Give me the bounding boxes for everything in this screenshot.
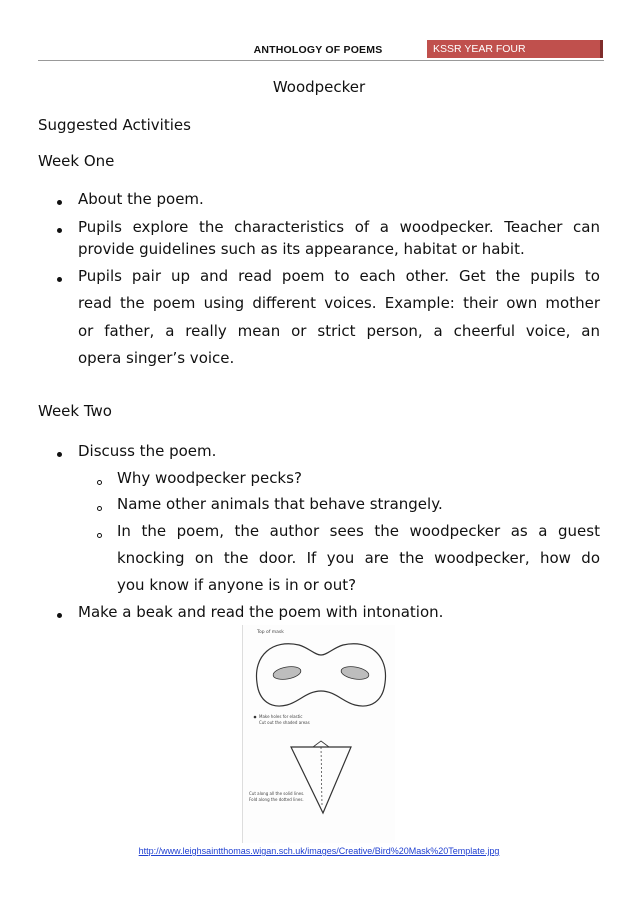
week-two-subitem-1: Why woodpecker pecks?	[117, 469, 302, 487]
figure-label-top: Top of mask	[257, 630, 284, 635]
week-two-subitem-3-line-1: In the poem, the author sees the woodpecker as a guest	[117, 522, 600, 540]
running-header-title: ANTHOLOGY OF POEMS	[253, 44, 383, 56]
right-eye-hole	[340, 665, 370, 682]
left-eye-hole	[272, 665, 302, 682]
document-title: Woodpecker	[272, 78, 366, 96]
week-two-subitem-3-line-2: knocking on the door. If you are the woodpecker, how do	[117, 549, 600, 567]
header-divider	[38, 60, 604, 61]
figure-label-bottom-2: Fold along the dotted lines.	[249, 797, 304, 802]
week-one-item-3-line-4: opera singer’s voice.	[78, 349, 235, 367]
sub-bullet-circle	[97, 506, 102, 511]
week-one-item-1: About the poem.	[78, 190, 204, 208]
bird-mask-template-figure	[242, 625, 395, 843]
bullet-dot	[57, 228, 62, 233]
sub-bullet-circle	[97, 533, 102, 538]
week-two-subitem-2: Name other animals that behave strangely.	[117, 495, 443, 513]
beak-top-tab	[313, 741, 329, 747]
figure-label-bottom-1: Cut along all the solid lines.	[249, 791, 305, 796]
week-two-heading: Week Two	[38, 402, 112, 420]
section-heading: Suggested Activities	[38, 116, 191, 134]
beak-center-fold	[321, 747, 322, 805]
week-two-item-2: Make a beak and read the poem with intonation.	[78, 603, 444, 621]
source-url-link[interactable]: http://www.leighsaintthomas.wigan.sch.uk/images/Creative/Bird%20Mask%20Template.jpg	[138, 846, 500, 856]
week-one-item-3-line-3: or father, a really mean or strict person, a cheerful voice, an	[78, 322, 600, 340]
sub-bullet-circle	[97, 480, 102, 485]
bullet-dot	[57, 452, 62, 457]
week-one-item-3-line-1: Pupils pair up and read poem to each other. Get the pupils to	[78, 267, 600, 285]
week-two-item-1: Discuss the poem.	[78, 442, 217, 460]
week-one-item-2-line-1: Pupils explore the characteristics of a woodpecker. Teacher can	[78, 218, 600, 236]
week-one-heading: Week One	[38, 152, 115, 170]
week-two-subitem-3-line-3: you know if anyone is in or out?	[117, 576, 357, 594]
running-header-tag: KSSR YEAR FOUR	[427, 40, 603, 58]
week-one-item-3-line-2: read the poem using different voices. Example: their own mother	[78, 294, 600, 312]
mask-illustration	[243, 625, 395, 843]
bullet-dot	[57, 277, 62, 282]
bullet-dot	[57, 200, 62, 205]
figure-label-mid-2: Cut out the shaded areas	[259, 720, 310, 725]
elastic-hole-marker	[254, 716, 257, 719]
figure-label-mid-1: Make holes for elastic	[259, 714, 303, 719]
bullet-dot	[57, 613, 62, 618]
week-one-item-2-line-2: provide guidelines such as its appearance, habitat or habit.	[78, 240, 525, 258]
